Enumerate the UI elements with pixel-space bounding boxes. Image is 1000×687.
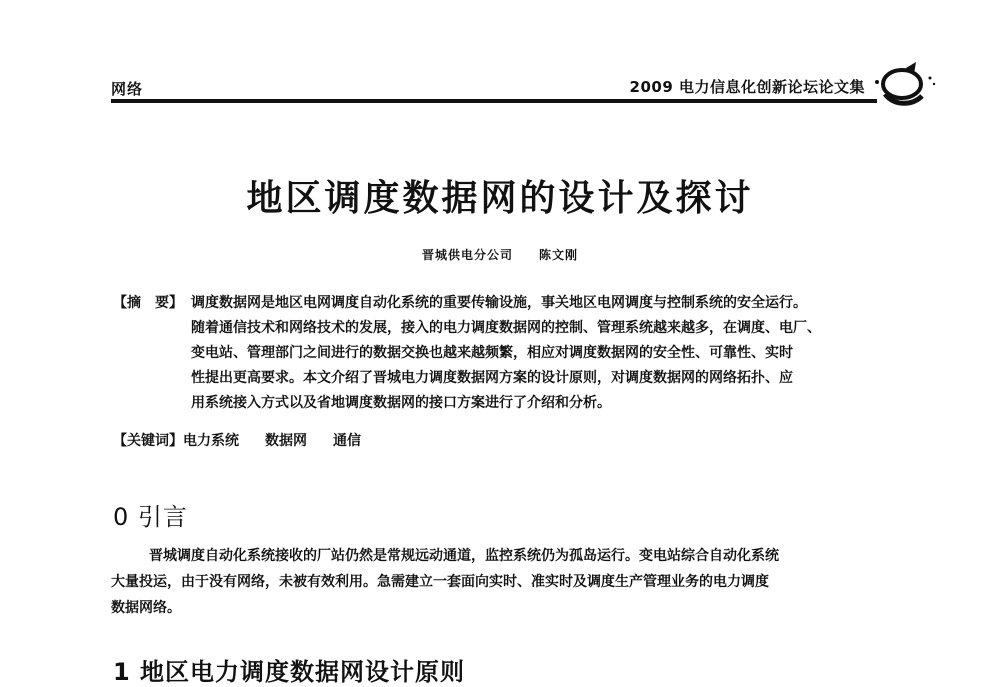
keywords-line (113, 430, 387, 450)
header-section-label: 网络 (111, 80, 144, 98)
abstract-line: 随着通信技术和网络技术的发展，接入的电力调度数据网的控制、管理系统越来越多，在调度、电厂、 (191, 320, 821, 336)
abstract-line: 变电站、管理部门之间进行的数据交换也越来越频繁，相应对调度数据网的安全性、可靠性、实时 (191, 345, 793, 361)
author-organization: 晋城供电分公司 (421, 248, 513, 262)
abstract-block (113, 291, 923, 416)
keyword-item: 电力系统 (183, 433, 239, 449)
keyword-item: 通信 (333, 433, 361, 449)
author-name: 陈文刚 (539, 248, 579, 262)
keyword-item: 数据网 (265, 433, 307, 449)
pen-swirl-logo-icon (868, 60, 938, 112)
paragraph-line: 晋城调度自动化系统接收的厂站仍然是常规远动通道，监控系统仍为孤岛运行。变电站综合自动化系统 (149, 548, 779, 564)
abstract-label: 【摘 要】 (113, 295, 183, 311)
paper-title: 地区调度数据网的设计及探讨 (246, 178, 754, 219)
abstract-line: 调度数据网是地区电网调度自动化系统的重要传输设施，事关地区电网调度与控制系统的安全运行。 (191, 295, 807, 311)
author-line (0, 246, 1000, 263)
keywords-label: 【关键词】 (113, 433, 183, 449)
paragraph-line: 大量投运，由于没有网络，未被有效利用。急需建立一套面向实时、准实时及调度生产管理业务的电力调度 (111, 574, 769, 590)
introduction-paragraph (111, 543, 923, 621)
abstract-body (191, 291, 923, 416)
header-proceedings-title: 2009 电力信息化创新论坛论文集 (629, 78, 865, 96)
abstract-line: 用系统接入方式以及省地调度数据网的接口方案进行了介绍和分析。 (191, 395, 611, 411)
abstract-line: 性提出更高要求。本文介绍了晋城电力调度数据网方案的设计原则，对调度数据网的网络拓扑、应 (191, 370, 793, 386)
section-heading-introduction: 0 引言 (113, 503, 188, 531)
header-rule (111, 99, 877, 103)
paragraph-line: 数据网络。 (111, 600, 181, 616)
section-heading-design-principles: 1 地区电力调度数据网设计原则 (113, 658, 466, 686)
